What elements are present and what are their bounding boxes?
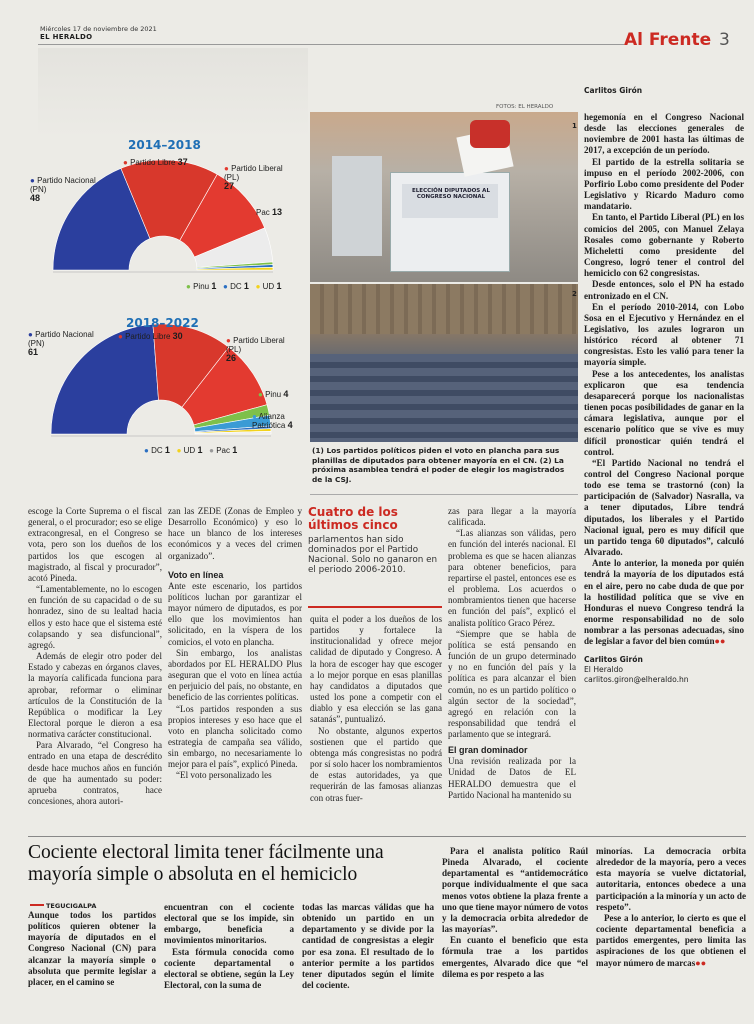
column-4 bbox=[448, 506, 576, 801]
chart1-pac-seats: 13 bbox=[272, 207, 283, 217]
b5-para bbox=[596, 913, 746, 969]
alianza-dot: ● bbox=[252, 412, 257, 421]
rc-para: En el período 2010-2014, con Lobo Sosa en el Ejecutivo y Hernández en el Legislativo, los azules lograron un histórico récord al obtener 71 congresistas. Esto les valió para tener la mayoría simple. bbox=[584, 301, 744, 368]
author-byline: Carlitos Girón bbox=[584, 86, 643, 95]
chart2-alianza-seats: 4 bbox=[287, 420, 293, 430]
c3-para: No obstante, algunos expertos sostienen que el partido que obtenga más congresistas no podrá por sí solo hacer los nombramientos de estas autoridades, ya que requerirán de las famosas alianzas con otras fuer- bbox=[310, 725, 442, 803]
chart2-libre-seats: 30 bbox=[172, 331, 183, 341]
column-1 bbox=[28, 506, 162, 807]
chart2-pac-seats: 1 bbox=[232, 445, 238, 455]
section-title bbox=[624, 30, 730, 50]
libre-dot-2: ● bbox=[118, 332, 123, 341]
bottom-col-2 bbox=[164, 902, 294, 991]
c4-para: Una revisión realizada por la Unidad de Datos de EL HERALDO demuestra que el Partido Nacional ha mantenido su bbox=[448, 756, 576, 800]
photo1-left-box bbox=[332, 156, 382, 256]
c2-para: zan las ZEDE (Zonas de Empleo y Desarrollo Económico) y eso lo hace un blanco de los intereses económicos y a veces del crimen organizado”. bbox=[168, 506, 302, 561]
photo1-urn-label: ELECCIÓN DIPUTADOS AL CONGRESO NACIONAL bbox=[412, 188, 490, 200]
c4-para: “Las alianzas son válidas, pero en función del interés nacional. El problema es que se hacen alianzas para obtener beneficios, para repartirse el pastel, entonces ese es el problema. Los acuerdos o nombramientos tienen que hacerse en función del país”, explicó el analista político Graco Pérez. bbox=[448, 528, 576, 628]
bottom-section-rule bbox=[28, 836, 746, 837]
sig-org: El Heraldo bbox=[584, 664, 624, 674]
chart1-small-labels bbox=[186, 282, 281, 291]
pull-quote-title: Cuatro de los últimos cinco bbox=[308, 505, 398, 532]
ud-dot-2: ● bbox=[176, 446, 182, 455]
chart2-label-alianza bbox=[252, 412, 308, 430]
photo1-number: 1 bbox=[572, 122, 577, 130]
photo-caption: (1) Los partidos políticos piden el voto en plancha para sus planillas de diputados para obtener mayoría en el CN. (2) La próxima asamblea tendrá el poder de elegir los magistrados de la CSJ. bbox=[312, 446, 565, 484]
pull-quote bbox=[308, 500, 444, 604]
rc-para: En tanto, el Partido Liberal (PL) en los comicios del 2005, con Manuel Zelaya Rosales como gobernante y Roberto Micheletti como presidente del Congreso, logró tener el control del hemiciclo con 62 congresistas. bbox=[584, 212, 744, 279]
masthead-paper: EL HERALDO bbox=[40, 33, 93, 41]
masthead-rule bbox=[38, 44, 624, 45]
chart2-title: 2018–2022 bbox=[126, 316, 199, 330]
chart1-pac-name: Pac bbox=[256, 208, 270, 217]
chart1-dc-seats: 1 bbox=[243, 281, 249, 291]
chart1-pn-seats: 48 bbox=[30, 193, 41, 203]
c2-para: “Los partidos responden a sus propios intereses y eso hace que el voto en plancha solicitado como estrategia de campaña sea válido, sin embargo, no necesariamente lo mejor para el país”, explicó Pineda. bbox=[168, 703, 302, 770]
photo1-red-sleeve bbox=[470, 120, 510, 148]
c4-para: zas para llegar a la mayoría calificada. bbox=[448, 506, 576, 528]
photo2-benches bbox=[310, 354, 578, 442]
end-mark: ●● bbox=[714, 636, 726, 647]
pl-dot: ● bbox=[224, 164, 229, 173]
chart2-pl-name: Partido Liberal (PL) bbox=[226, 336, 285, 354]
column-3 bbox=[310, 614, 442, 804]
rc-last-text: Ante lo anterior, la moneda por quién tendrá la mayoría de los diputados está en el aire, pero no cabe duda de que por la hostilidad política que se vive en Honduras el nuevo Congreso tendrá la enorme responsabilidad no de solo nombrar a las personas adecuadas, sino de legislar a favor del bien común bbox=[584, 558, 744, 647]
pn-dot: ● bbox=[30, 176, 35, 185]
chart1-pinu-name: Pinu bbox=[193, 282, 210, 291]
chart2-label-pinu bbox=[258, 390, 288, 399]
chart2-dc-name: DC bbox=[151, 446, 163, 455]
chart2-label-pl bbox=[226, 336, 286, 363]
right-column bbox=[584, 86, 744, 685]
photo2-backwall bbox=[310, 284, 578, 334]
chart1-label-pn bbox=[30, 176, 100, 203]
bottom-col-4 bbox=[442, 846, 588, 980]
chart1-pn-name: Partido Nacional (PN) bbox=[30, 176, 96, 194]
subhead-gran-dominador: El gran dominador bbox=[448, 745, 528, 756]
chart1-pl-name: Partido Liberal (PL) bbox=[224, 164, 283, 182]
c1-para: Para Alvarado, “el Congreso ha entrado en una etapa de descrédito desde hace muchos años en función de que ha aumentado su poder: aprueba contratos, hace concesiones, ahora autori- bbox=[28, 740, 162, 807]
section-name: Al Frente bbox=[624, 30, 712, 50]
bottom-headline: Cociente electoral limita tener fácilmente una mayoría simple o absoluta en el hemiciclo bbox=[28, 842, 384, 885]
chart2-pl-seats: 26 bbox=[226, 353, 237, 363]
pinu-dot-2: ● bbox=[258, 390, 263, 399]
page-number: 3 bbox=[719, 30, 730, 50]
chart2-ud-name: UD bbox=[183, 446, 196, 455]
chart2-pinu-seats: 4 bbox=[283, 389, 289, 399]
masthead-date: Miércoles 17 de noviembre de 2021 bbox=[40, 25, 157, 33]
b2-para: encuentran con el cociente electoral que se los impide, sin embargo, beneficia a movimientos minoritarios. bbox=[164, 902, 294, 946]
chart1-pl-seats: 27 bbox=[224, 181, 235, 191]
bleed-area bbox=[38, 48, 308, 138]
rc-para: “El Partido Nacional no tendrá el control del Congreso Nacional porque todo ese tema se trastornó (con) la participación de (Salvador) Nasralla, va a tener diputados, Libre tendrá diputados, los liberales y el Partido Nacional igual, pero es muy difícil que un partido tenga 60 diputados”, calculó Alvarado. bbox=[584, 457, 744, 558]
dateline: TEGUCIGALPA bbox=[46, 902, 97, 910]
chart2-libre-name: Partido Libre bbox=[125, 332, 171, 341]
chart1-ud-seats: 1 bbox=[276, 281, 282, 291]
bottom-col-5 bbox=[596, 846, 746, 969]
chart1-label-pac bbox=[256, 208, 282, 217]
photo-2 bbox=[310, 284, 578, 442]
column-2 bbox=[168, 506, 302, 782]
chart1-ud-name: UD bbox=[262, 282, 275, 291]
b2-para: Esta fórmula conocida como cociente departamental o electoral se obtiene, según la Ley Electoral, con la suma de bbox=[164, 946, 294, 991]
b5-para: minorías. La democracia orbita alrededor de la mayoría, pero a veces esta mayoría se vuelve dictatorial, autoritaria, entonces obedece a una participación a la minoría y un acto de respeto”. bbox=[596, 846, 746, 912]
pull-quote-text: parlamentos han sido dominados por el Partido Nacional. Solo no ganaron en el periodo 2006-2010. bbox=[308, 535, 438, 575]
chart2-ud-seats: 1 bbox=[197, 445, 203, 455]
signature bbox=[584, 655, 744, 685]
c1-para: Además de elegir otro poder del Estado y cabezas en órganos claves, la mayoría calificada funciona para aprobar, reformar o eliminar artículos de la Constitución de la República o modificar la Ley Electoral porque le dieron a esa normativa carácter constitucional. bbox=[28, 651, 162, 740]
chart1-label-pl bbox=[224, 164, 284, 191]
chart2-alianza-name: Alianza Patriótica bbox=[252, 412, 286, 430]
b5-last-text: Pese a lo anterior, lo cierto es que el cociente departamental beneficia a partidos emergentes, pero limita las aspiraciones de los que obtienen el mayor número de marcas bbox=[596, 912, 746, 968]
rc-para bbox=[584, 558, 744, 647]
bottom-col-3 bbox=[302, 902, 434, 991]
b1-para: Aunque todos los partidos políticos quieren obtener la mayoría de diputados en el Congreso Nacional (CN) para alcanzar la mayoría simple o absoluta que permite legislar a placer, en el camino se bbox=[28, 910, 156, 987]
chart1-label-libre bbox=[123, 158, 188, 167]
pl-dot-2: ● bbox=[226, 336, 231, 345]
chart-panel bbox=[18, 128, 308, 500]
photo-1 bbox=[310, 112, 578, 282]
b3-para: todas las marcas válidas que ha obtenido un partido en un departamento y se divide por la cantidad de congresistas a elegir por esa zona. El resultado de lo anterior permite a los partidos tener diputados según el límite del cociente. bbox=[302, 902, 434, 991]
bottom-col-1 bbox=[28, 910, 156, 988]
c2-para: Sin embargo, los analistas abordados por EL HERALDO Plus aseguran que el voto en línea actúa en perjuicio del país, no obstante, en beneficio de las corrientes políticas. bbox=[168, 647, 302, 703]
b4-para: En cuanto el beneficio que esta fórmula trae a los partidos emergentes, Alvarado dice que “el dilema es por respeto a las bbox=[442, 935, 588, 979]
c1-para: “Lamentablemente, no lo escogen en función de su capacidad o de su honradez, sino de su lealtad hacia ellos y esto hace que el sistema esté colapsando y sea disfuncional”, agregó. bbox=[28, 584, 162, 650]
chart2-pinu-name: Pinu bbox=[265, 390, 282, 399]
photo2-number: 2 bbox=[572, 290, 577, 298]
chart2-label-pn bbox=[28, 330, 98, 357]
rc-para: El partido de la estrella solitaria se impuso en el período 2002-2006, con Porfirio Lobo como presidente del Poder Legislativo y Ricardo Maduro como mandatario. bbox=[584, 156, 744, 212]
b4-para: Para el analista político Raúl Pineda Alvarado, el cociente departamental es “antidemocrático porque individualmente el que saca menos votos obtiene la plaza frente a uno que tiene mayor número de votos y la democracia orbita alrededor de las mayorías”. bbox=[442, 846, 588, 935]
dc-dot-2: ● bbox=[144, 446, 149, 455]
pull-quote-rule bbox=[308, 606, 442, 608]
libre-dot: ● bbox=[123, 158, 128, 167]
chart1-libre-seats: 37 bbox=[177, 157, 188, 167]
sig-email: carlitos.giron@elheraldo.hn bbox=[584, 674, 689, 684]
pn-dot-2: ● bbox=[28, 330, 33, 339]
chart2-label-libre bbox=[118, 332, 183, 341]
c3-para: quita el poder a los dueños de los partidos y fortalece la institucionalidad y ofrece mejor calidad de diputado y Congreso. A la hora de escoger hay que escoger a lo mejor porque en esas planillas hay candidatos a diputados que usted los pone a competir con el diablo y esa elección se las gana satanás”, puntualizó. bbox=[310, 614, 442, 725]
rc-para: Pese a los antecedentes, los analistas explicaron que esa tendencia desaparecerá porque los nacionalistas tienen pocas posibilidades de ganar en la cámara legislativa, aunque por el escenario político que se vive es muy difícil pronosticar quién tendrá el control. bbox=[584, 368, 744, 457]
photo-credit: FOTOS: EL HERALDO bbox=[496, 104, 554, 110]
dateline-rule bbox=[30, 904, 44, 906]
dc-dot: ● bbox=[223, 282, 228, 291]
pac-dot-2: ● bbox=[209, 446, 214, 455]
pinu-dot: ● bbox=[186, 282, 191, 291]
chart2-pn-name: Partido Nacional (PN) bbox=[28, 330, 94, 348]
rc-para: Desde entonces, solo el PN ha estado entronizado en el CN. bbox=[584, 279, 744, 301]
chart1-pinu-seats: 1 bbox=[211, 281, 217, 291]
bottom-end-mark: ●● bbox=[695, 957, 707, 968]
sig-name: Carlitos Girón bbox=[584, 654, 643, 664]
subhead-voto-en-linea: Voto en línea bbox=[168, 569, 224, 580]
chart2-pn-seats: 61 bbox=[28, 347, 39, 357]
c2-para: “El voto personalizado les bbox=[176, 770, 272, 781]
chart2-pac-name: Pac bbox=[216, 446, 230, 455]
chart1-libre-name: Partido Libre bbox=[130, 158, 176, 167]
c2-para: Ante este escenario, los partidos políticos luchan por garantizar el mayor número de diputados, es por ello que los movimientos han solicitado, en la víspera de los comicios, el voto en plancha. bbox=[168, 580, 302, 647]
chart1-dc-name: DC bbox=[230, 282, 242, 291]
caption-rule bbox=[310, 494, 578, 495]
rc-para: hegemonía en el Congreso Nacional desde las elecciones generales de noviembre de 2001 hasta las últimas de 2017, a excepción de un período. bbox=[584, 112, 744, 156]
c1-para: escoge la Corte Suprema o el fiscal general, o el procurador; eso se elige extracongresal, en el Congreso se vota, pero son los dueños de los partidos los que escogen al magistrado, al fiscal y procurador”, acotó Pineda. bbox=[28, 506, 162, 583]
ud-dot: ● bbox=[255, 282, 261, 291]
chart1-title: 2014–2018 bbox=[128, 138, 201, 152]
chart2-small-labels bbox=[144, 446, 237, 455]
chart2-dc-seats: 1 bbox=[164, 445, 170, 455]
c4-para: “Siempre que se habla de política se está pensando en función de un grupo determinado y no en función del país y la política es para alcanzar el bien común, no es un partido político o algún sector de la sociedad”, agregó en relación con la responsabilidad que tendrá el parlamento que se integrará. bbox=[448, 628, 576, 740]
